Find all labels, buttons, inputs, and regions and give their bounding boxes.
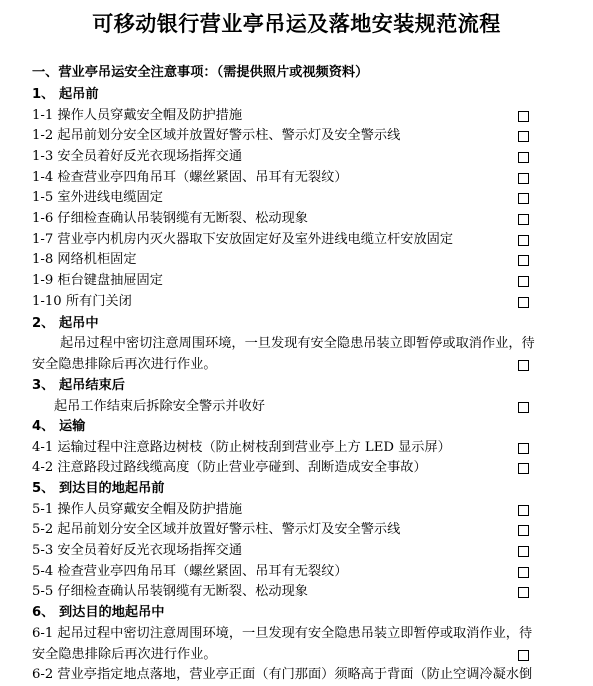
checkbox[interactable]	[518, 463, 529, 474]
subsection-heading-destination-during-lifting: 6、 到达目的地起吊中	[32, 605, 165, 620]
checklist-item-text: 起吊工作结束后拆除安全警示并收好	[54, 399, 265, 414]
checklist-item-text: 1-5 室外进线电缆固定	[32, 190, 163, 205]
checklist-item-text: 1-3 安全员着好反光衣现场指挥交通	[32, 149, 243, 164]
checkbox[interactable]	[518, 173, 529, 184]
checklist-item-text: 4-1 运输过程中注意路边树枝（防止树枝刮到营业亭上方 LED 显示屏）	[32, 440, 451, 455]
checkbox[interactable]	[518, 152, 529, 163]
checkbox[interactable]	[518, 443, 529, 454]
checklist-item-text: 1-10 所有门关闭	[32, 294, 132, 309]
subsection-heading-after-lifting: 3、 起吊结束后	[32, 378, 125, 393]
subsection-heading-during-lifting: 2、 起吊中	[32, 316, 99, 331]
checklist-item-text: 5-5 仔细检查确认吊装钢缆有无断裂、松动现象	[32, 584, 308, 599]
checkbox[interactable]	[518, 546, 529, 557]
paragraph-line: 安全隐患排除后再次进行作业。	[32, 357, 217, 372]
checkbox[interactable]	[518, 650, 529, 661]
checkbox[interactable]	[518, 297, 529, 308]
document-title: 可移动银行营业亭吊运及落地安装规范流程	[92, 12, 501, 36]
checkbox[interactable]	[518, 255, 529, 266]
checkbox[interactable]	[518, 567, 529, 578]
checklist-item-text: 1-4 检查营业亭四角吊耳（螺丝紧固、吊耳有无裂纹）	[32, 170, 348, 185]
checkbox[interactable]	[518, 111, 529, 122]
paragraph-line: 起吊过程中密切注意周围环境，一旦发现有安全隐患吊装立即暂停或取消作业，待	[60, 336, 535, 351]
checkbox[interactable]	[518, 402, 529, 413]
paragraph-line: 6-1 起吊过程中密切注意周围环境，一旦发现有安全隐患吊装立即暂停或取消作业，待	[32, 626, 533, 641]
checkbox[interactable]	[518, 276, 529, 287]
checkbox[interactable]	[518, 193, 529, 204]
checklist-item-text: 4-2 注意路段过路线缆高度（防止营业亭碰到、刮断造成安全事故）	[32, 460, 427, 475]
subsection-heading-before-lifting: 1、 起吊前	[32, 87, 99, 102]
checkbox[interactable]	[518, 587, 529, 598]
checklist-item-text: 1-9 柜台键盘抽屉固定	[32, 273, 163, 288]
checkbox[interactable]	[518, 505, 529, 516]
checklist-item-text: 5-3 安全员着好反光衣现场指挥交通	[32, 543, 243, 558]
subsection-heading-destination-before-lifting: 5、 到达目的地起吊前	[32, 481, 165, 496]
checklist-item-text: 1-7 营业亭内机房内灭火器取下安放固定好及室外进线电缆立杆安放固定	[32, 232, 454, 247]
checkbox[interactable]	[518, 525, 529, 536]
checkbox[interactable]	[518, 360, 529, 371]
checklist-item-text: 1-1 操作人员穿戴安全帽及防护措施	[32, 108, 243, 123]
checklist-item-text: 5-4 检查营业亭四角吊耳（螺丝紧固、吊耳有无裂纹）	[32, 564, 348, 579]
paragraph-line: 安全隐患排除后再次进行作业。	[32, 647, 217, 662]
section-heading-safety: 一、营业亭吊运安全注意事项：（需提供照片或视频资料）	[32, 65, 369, 80]
checklist-item-text: 5-1 操作人员穿戴安全帽及防护措施	[32, 502, 243, 517]
paragraph-line: 6-2 营业亭指定地点落地，营业亭正面（有门那面）须略高于背面（防止空调冷凝水倒	[32, 667, 533, 682]
checklist-item-text: 1-8 网络机柜固定	[32, 252, 137, 267]
checklist-item-text: 5-2 起吊前划分安全区域并放置好警示柱、警示灯及安全警示线	[32, 522, 401, 537]
checkbox[interactable]	[518, 131, 529, 142]
checklist-item-text: 1-2 起吊前划分安全区域并放置好警示柱、警示灯及安全警示线	[32, 128, 401, 143]
checkbox[interactable]	[518, 214, 529, 225]
subsection-heading-transport: 4、 运输	[32, 419, 86, 434]
checkbox[interactable]	[518, 235, 529, 246]
checklist-item-text: 1-6 仔细检查确认吊装钢缆有无断裂、松动现象	[32, 211, 308, 226]
